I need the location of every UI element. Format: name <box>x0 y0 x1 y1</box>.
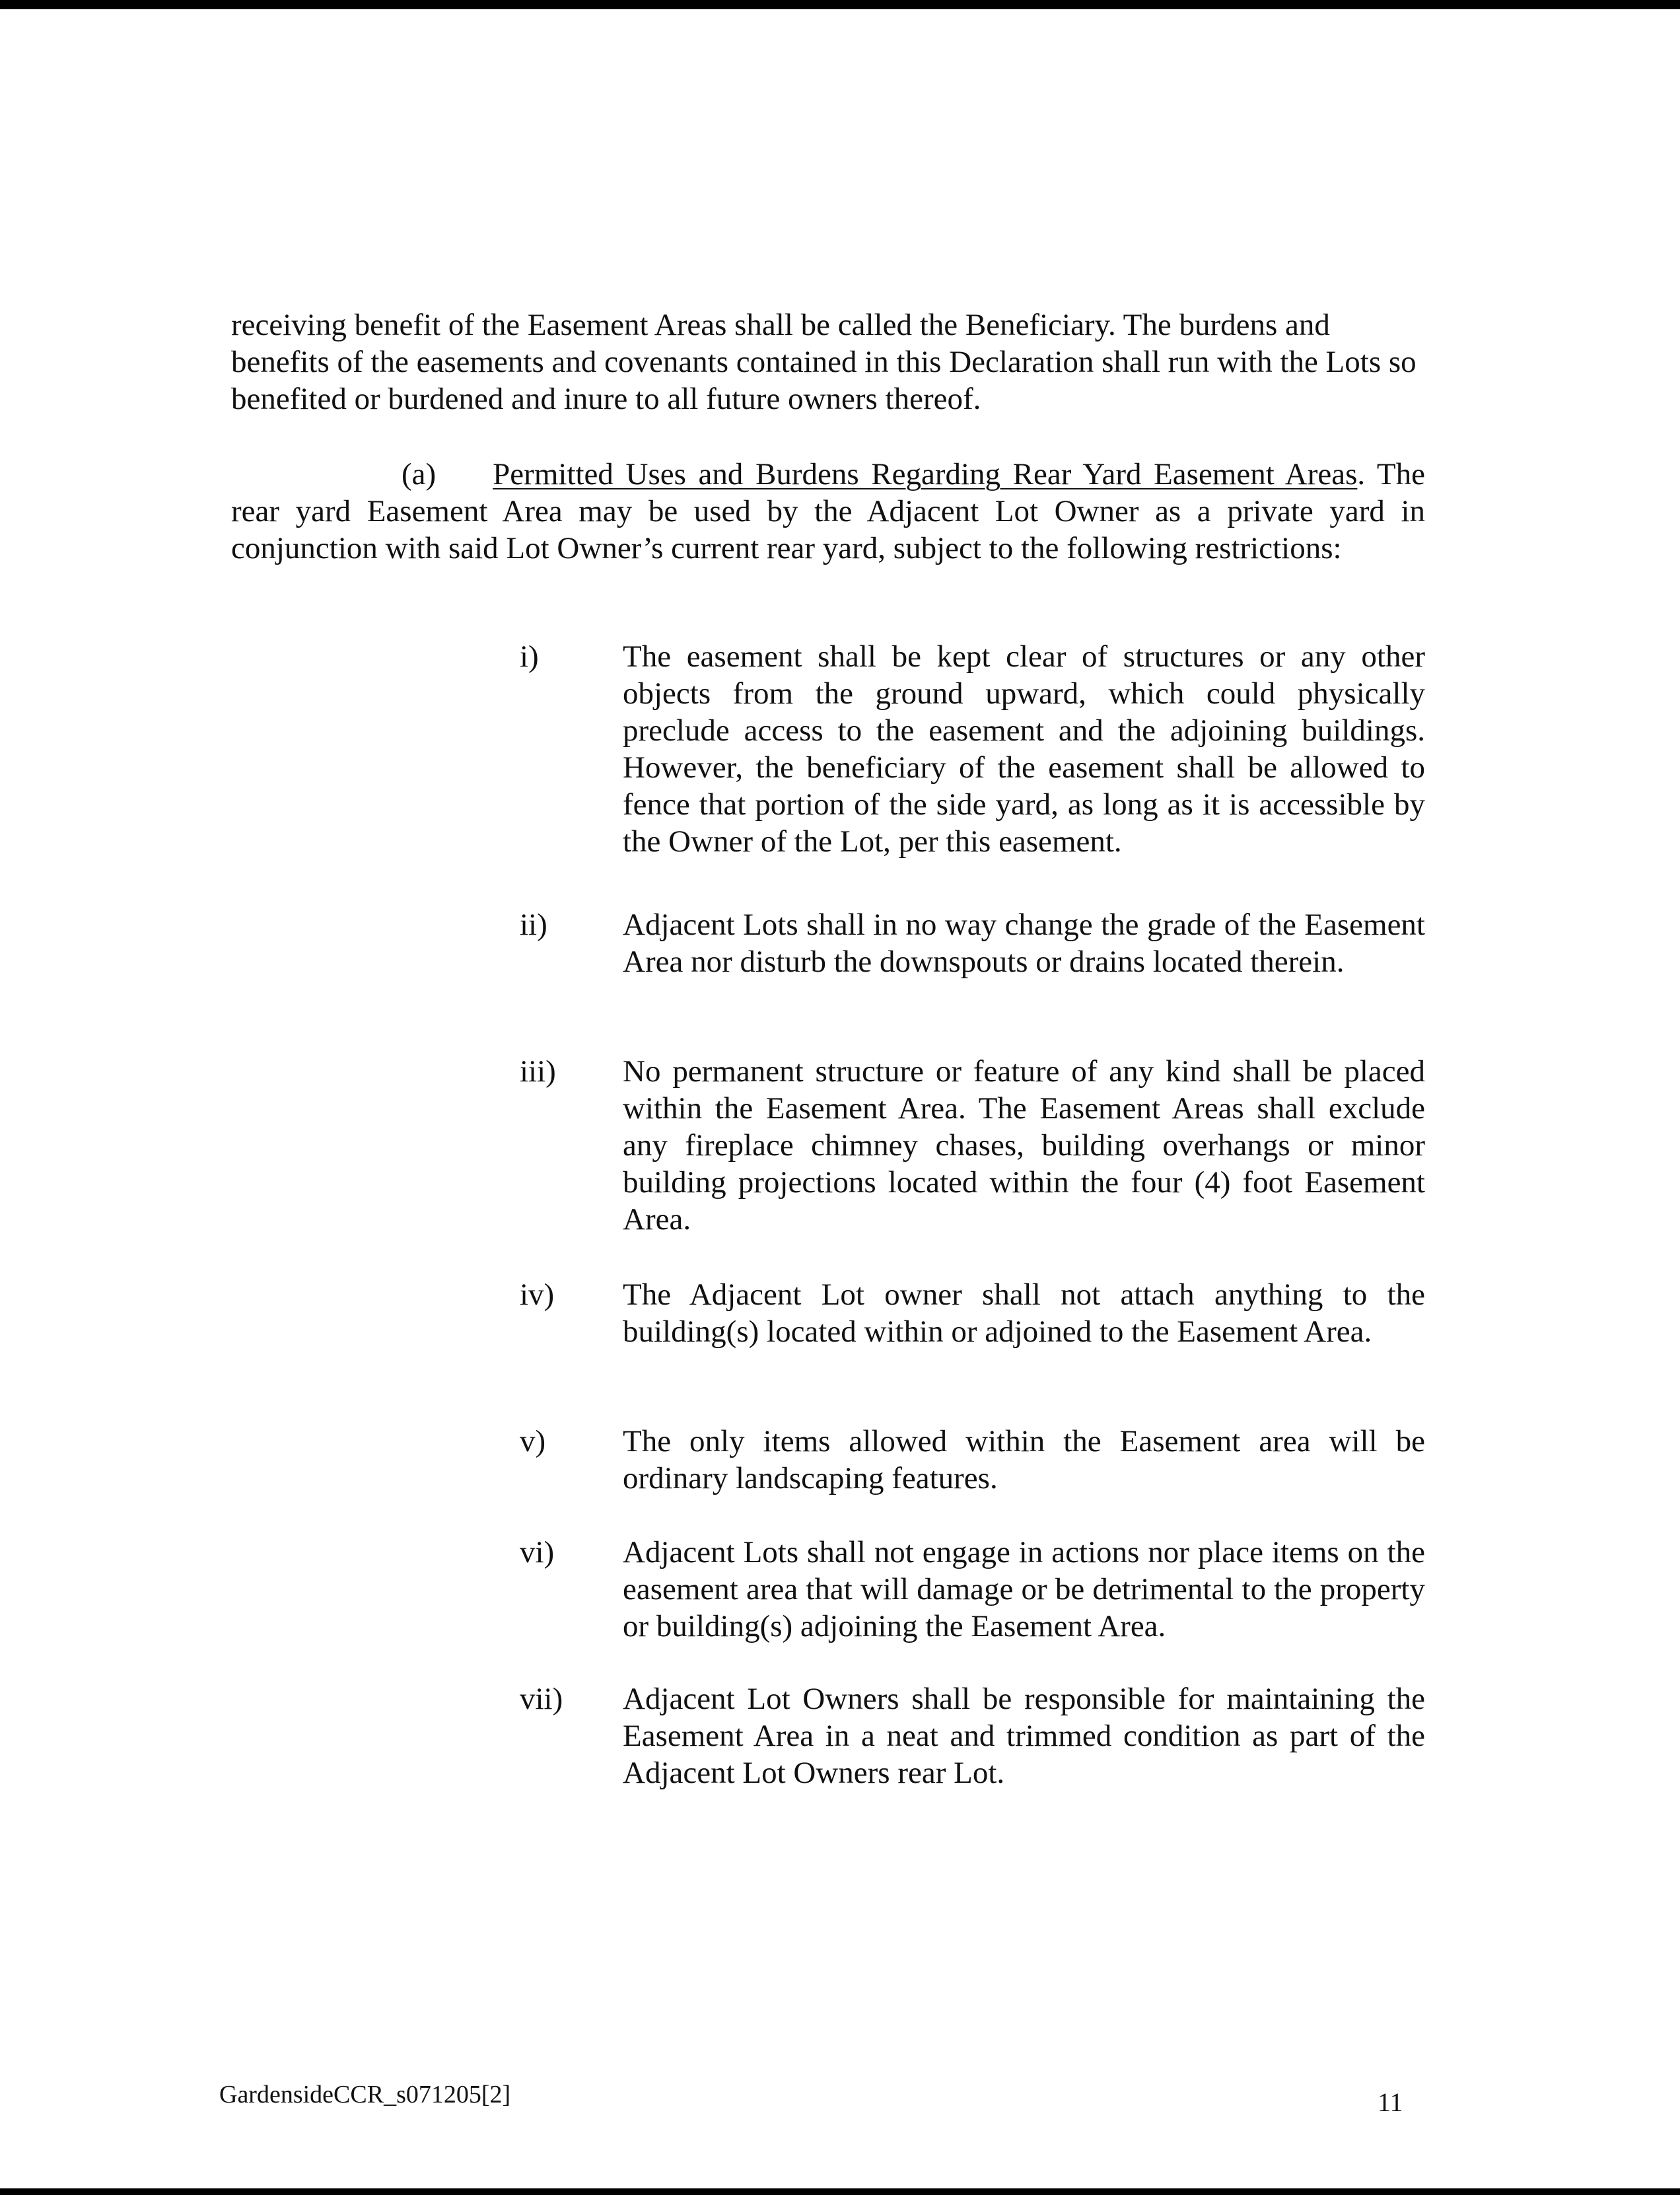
restriction-text: The Adjacent Lot owner shall not attach anything to the building(s) located within or adjoined to the Easement Area. <box>623 1277 1425 1349</box>
restriction-text: Adjacent Lots shall in no way change the grade of the Easement Area nor disturb the downspouts or drains located therein. <box>623 908 1425 979</box>
restriction-text: Adjacent Lots shall not engage in actions nor place items on the easement area that will damage or be detrimental to the property or building(s) adjoining the Easement Area. <box>623 1535 1425 1643</box>
restriction-number: v) <box>520 1424 546 1458</box>
restriction-number: i) <box>520 639 539 674</box>
restriction-number: vii) <box>520 1682 563 1716</box>
section-a-label: (a) <box>402 457 437 491</box>
restriction-text: The easement shall be kept clear of structures or any other objects from the ground upward, which could physically preclude access to the easement and the adjoining buildings. However, the beneficiary of the easement shall be allowed to fence that portion of the side yard, as long as it is accessible by the Owner of the Lot, per this easement. <box>623 639 1425 859</box>
footer-page-number: 11 <box>1378 2087 1403 2117</box>
restriction-text: No permanent structure or feature of any kind shall be placed within the Easement Area. The Easement Areas shall exclude any fireplace chimney chases, building overhangs or minor building projections located within the four (4) foot Easement Area. <box>623 1054 1425 1237</box>
section-a-heading-period: . <box>1357 457 1366 491</box>
restriction-number: iv) <box>520 1277 555 1312</box>
scan-top-border <box>0 0 1680 9</box>
restriction-text: The only items allowed within the Easement area will be ordinary landscaping features. <box>623 1424 1425 1495</box>
scan-bottom-border <box>0 2188 1680 2195</box>
restriction-text: Adjacent Lot Owners shall be responsible for maintaining the Easement Area in a neat and trimmed condition as part of the Adjacent Lot Owners rear Lot. <box>623 1682 1425 1790</box>
section-a-paragraph <box>231 456 1425 567</box>
restriction-number: ii) <box>520 908 547 942</box>
section-a-body: The rear yard Easement Area may be used by the Adjacent Lot Owner as a private yard in conjunction with said Lot Owner’s current rear yard, subject to the following restrictions: <box>231 457 1425 565</box>
section-a-heading: Permitted Uses and Burdens Regarding Rear Yard Easement Areas <box>493 457 1358 491</box>
footer-document-id: GardensideCCR_s071205[2] <box>219 2081 511 2108</box>
restriction-number: iii) <box>520 1054 556 1089</box>
restriction-number: vi) <box>520 1535 555 1569</box>
intro-paragraph: receiving benefit of the Easement Areas shall be called the Beneficiary. The burdens and benefits of the easements and covenants contained in this Declaration shall run with the Lots so benefited or burdened and inure to all future owners thereof. <box>231 308 1417 416</box>
